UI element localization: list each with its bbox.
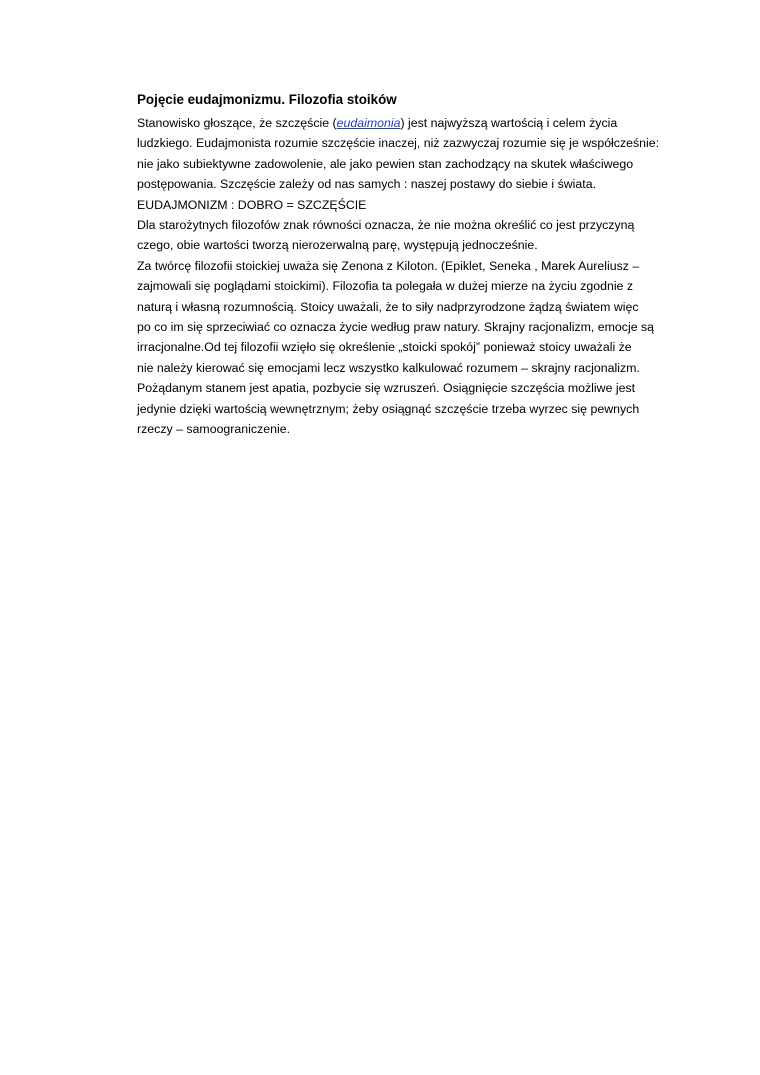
text-line: Pożądanym stanem jest apatia, pozbycie się wzruszeń. Osiągnięcie szczęścia możliwe jest [137, 381, 636, 396]
document-content [137, 90, 677, 440]
text-line: czego, obie wartości tworzą nierozerwalną parę, występują jednocześnie. [137, 238, 538, 253]
text-line: nie jako subiektywne zadowolenie, ale jako pewien stan zachodzący na skutek właściwego [137, 156, 634, 171]
text-span: Stanowisko głoszące, że szczęście ( [137, 116, 337, 130]
text-line: naturą i własną rozumnością. Stoicy uważali, że to siły nadprzyrodzone żądzą światem więc [137, 299, 639, 314]
text-line: rzeczy – samoograniczenie. [137, 422, 290, 437]
document-title: Pojęcie eudajmonizmu. Filozofia stoików [137, 92, 397, 107]
text-line: po co im się sprzeciwiać co oznacza życie według praw natury. Skrajny racjonalizm, emocje są [137, 320, 655, 335]
text-line: Za twórcę filozofii stoickiej uważa się Zenona z Kiloton. (Epiklet, Seneka , Marek Aureliusz – [137, 258, 640, 273]
equation-line: EUDAJMONIZM : DOBRO = SZCZĘŚCIE [137, 197, 367, 212]
text-line: nie należy kierować się emocjami lecz wszystko kalkulować rozumem – skrajny racjonalizm. [137, 360, 640, 375]
text-line: ludzkiego. Eudajmonista rozumie szczęście inaczej, niż zazwyczaj rozumie się je współcześnie: [137, 136, 660, 151]
text-line: postępowania. Szczęście zależy od nas samych : naszej postawy do siebie i świata. [137, 177, 597, 192]
text-line [137, 113, 677, 133]
text-span: ) jest najwyższą wartością i celem życia [400, 116, 618, 130]
text-line: zajmowali się poglądami stoickimi). Filozofia ta polegała w dużej mierze na życiu zgodnie z [137, 279, 634, 294]
text-line: jedynie dzięki wartością wewnętrznym; żeby osiągnąć szczęście trzeba wyrzec się pewnych [137, 401, 640, 416]
text-line: irracjonalne.Od tej filozofii wzięło się określenie „stoicki spokój” ponieważ stoicy uważali że [137, 340, 632, 355]
eudaimonia-link[interactable]: eudaimonia [336, 116, 401, 130]
text-line: Dla starożytnych filozofów znak równości oznacza, że nie można określić co jest przyczyną [137, 218, 635, 233]
